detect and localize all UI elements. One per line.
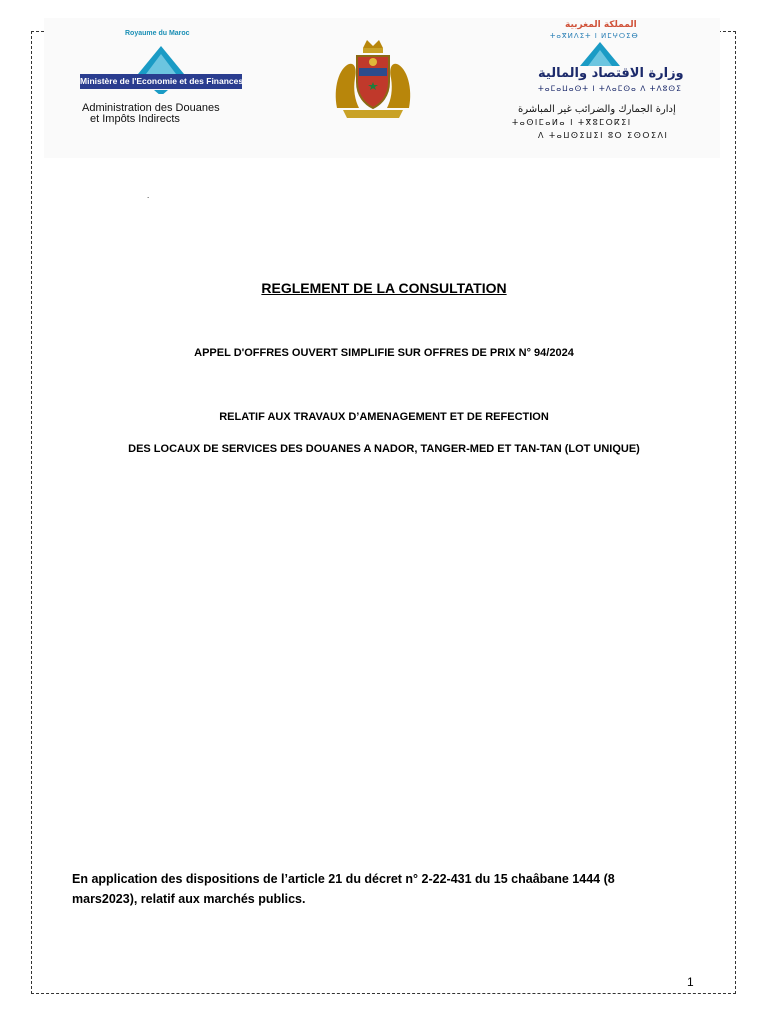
administration-name bbox=[82, 103, 220, 125]
ministry-arabic: وزارة الاقتصاد والمالية bbox=[538, 66, 684, 81]
ministry-tifinagh: ⵜⴰⵎⴰⵡⴰⵙⵜ ⵏ ⵜⴷⴰⵎⵙⴰ ⴷ ⵜⴷⵓⵙⵉ bbox=[538, 84, 682, 93]
stray-mark: . bbox=[147, 191, 150, 200]
kingdom-tifinagh: ⵜⴰⴳⵍⴷⵉⵜ ⵏ ⵍⵎⵖⵔⵉⴱ bbox=[550, 32, 639, 40]
administration-arabic: إدارة الجمارك والضرائب غير المباشرة bbox=[518, 104, 676, 115]
tender-reference: APPEL D'OFFRES OUVERT SIMPLIFIE SUR OFFRES DE PRIX N° 94/2024 bbox=[194, 347, 574, 359]
administration-line-1: Administration des Douanes bbox=[82, 102, 220, 114]
legal-basis-paragraph: En application des dispositions de l’article 21 du décret n° 2-22-431 du 15 chaâbane 1444 (8 mars2023), relatif aux marchés publics. bbox=[72, 872, 615, 906]
tender-subject-line-1: RELATIF AUX TRAVAUX D’AMENAGEMENT ET DE REFECTION bbox=[219, 411, 549, 423]
page-border bbox=[31, 31, 736, 994]
kingdom-label: Royaume du Maroc bbox=[125, 30, 190, 37]
coat-of-arms-icon bbox=[333, 38, 413, 120]
customs-logo-right bbox=[510, 18, 710, 148]
kingdom-arabic: المملكة المغربية bbox=[565, 20, 637, 30]
administration-tifinagh-1: ⵜⴰⵙⵏⵎⴰⵍⴰ ⵏ ⵜⴳⵓⵎⵔⴽⵉⵏ bbox=[512, 118, 632, 127]
ministry-banner: Ministère de l'Economie et des Finances bbox=[80, 74, 242, 89]
customs-logo-left bbox=[80, 24, 260, 134]
administration-tifinagh-2: ⴷ ⵜⴰⵡⵙⵉⵡⵉⵏ ⵓⵔ ⵉⵙⵔⵉⴷⵏ bbox=[538, 131, 669, 140]
administration-line-2: et Impôts Indirects bbox=[90, 113, 180, 125]
page-number: 1 bbox=[687, 975, 694, 989]
tender-subject-line-2: DES LOCAUX DE SERVICES DES DOUANES A NADOR, TANGER-MED ET TAN-TAN (LOT UNIQUE) bbox=[128, 443, 640, 455]
document-title: REGLEMENT DE LA CONSULTATION bbox=[261, 280, 507, 296]
